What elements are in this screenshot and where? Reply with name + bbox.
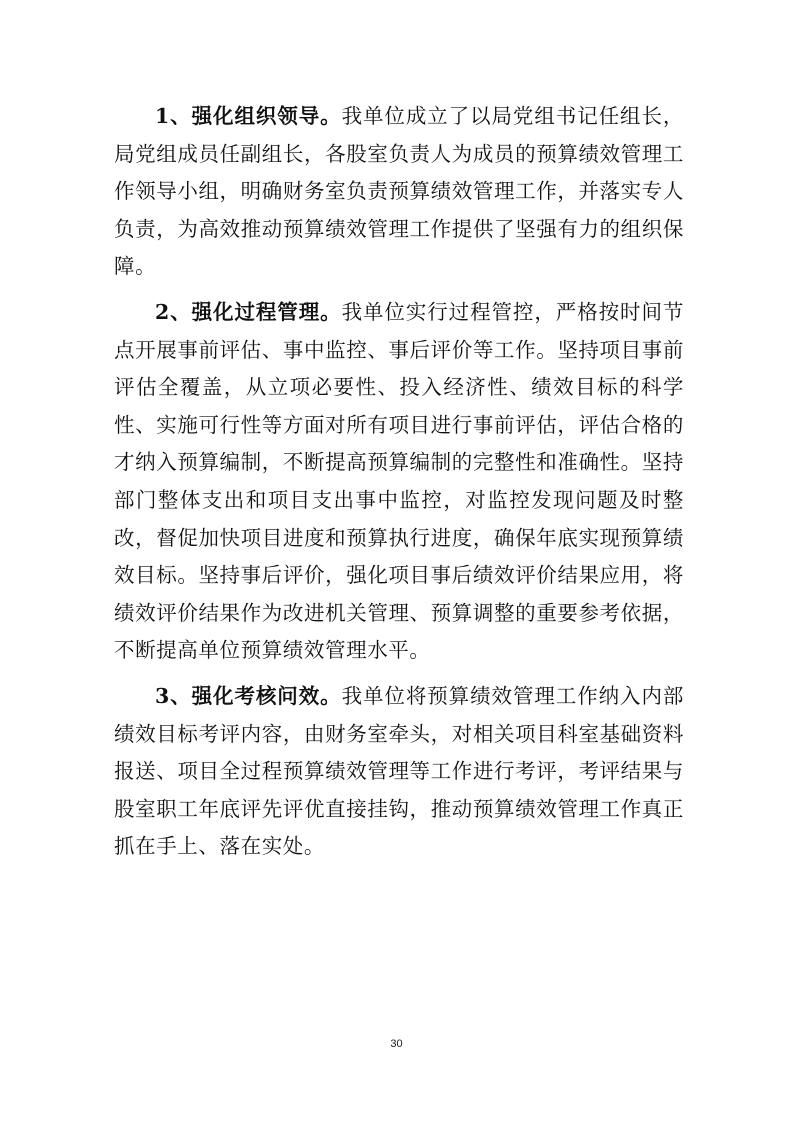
paragraph-text: 我单位成立了以局党组书记任组长，局党组成员任副组长，各股室负责人为成员的预算绩效管理工作领导小组，明确财务室负责预算绩效管理工作，并落实专人负责，为高效推动预算绩效管理工作提供了坚强有力的组织保障。	[114, 104, 684, 279]
paragraph-text: 我单位将预算绩效管理工作纳入内部绩效目标考评内容，由财务室牵头，对相关项目科室基础资料报送、项目全过程预算绩效管理等工作进行考评，考评结果与股室职工年底评先评优直接挂钩，推动预算绩效管理工作真正抓在手上、落在实处。	[114, 683, 684, 859]
paragraph-assessment-accountability	[114, 678, 684, 866]
page-body	[114, 98, 684, 874]
paragraph-text: 我单位实行过程管控，严格按时间节点开展事前评估、事中监控、事后评价等工作。坚持项目事前评估全覆盖，从立项必要性、投入经济性、绩效目标的科学性、实施可行性等方面对所有项目进行事前评估，评估合格的才纳入预算编制，不断提高预算编制的完整性和准确性。坚持部门整体支出和项目支出事中监控，对监控发现问题及时整改，督促加快项目进度和预算执行进度，确保年底实现预算绩效目标。坚持事后评价，强化项目事后绩效评价结果应用，将绩效评价结果作为改进机关管理、预算调整的重要参考依据，不断提高单位预算绩效管理水平。	[114, 299, 684, 663]
paragraph-heading: 3、强化考核问效。	[155, 683, 342, 708]
paragraph-process-management	[114, 294, 684, 670]
paragraph-heading: 2、强化过程管理。	[155, 299, 342, 324]
paragraph-organization-leadership	[114, 98, 684, 286]
page-number: 30	[390, 1038, 403, 1050]
paragraph-heading: 1、强化组织领导。	[155, 104, 342, 128]
